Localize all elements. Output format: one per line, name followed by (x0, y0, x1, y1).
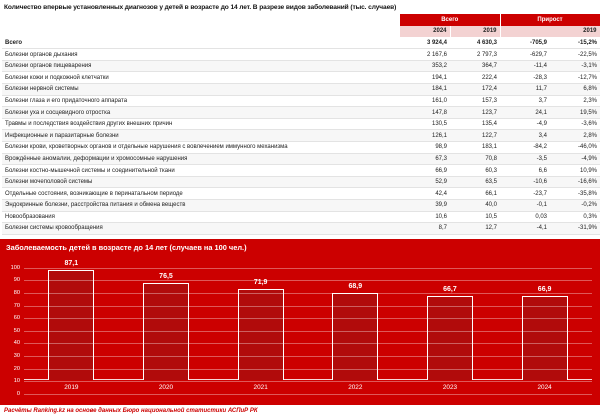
row-delta: 3,4 (500, 130, 550, 142)
row-delta: -3,5 (500, 153, 550, 165)
row-2024: 161,0 (400, 95, 450, 107)
gridline (24, 280, 592, 281)
row-pct: -46,0% (550, 142, 600, 154)
group-header-total: Всего (400, 14, 500, 26)
row-pct: -3,6% (550, 118, 600, 130)
chart-plot-area (10, 254, 592, 397)
table-body (2, 37, 600, 234)
x-axis-tick-label: 2023 (442, 383, 458, 391)
bar-value-label: 76,5 (159, 273, 173, 281)
row-pct: -16,6% (550, 176, 600, 188)
bar-column (403, 254, 497, 380)
row-2019: 2 797,3 (450, 49, 500, 61)
gridline (24, 394, 592, 395)
row-2019: 63,5 (450, 176, 500, 188)
x-axis-tick-label: 2024 (537, 383, 552, 391)
row-label: Болезни нервной системы (2, 84, 400, 96)
row-2024: 130,5 (400, 118, 450, 130)
table-row (2, 107, 600, 119)
row-2024: 66,9 (400, 165, 450, 177)
row-delta: -4,9 (500, 118, 550, 130)
row-2019: 40,0 (450, 200, 500, 212)
row-delta: 6,6 (500, 165, 550, 177)
row-delta: -28,3 (500, 72, 550, 84)
y-axis-tick-label: 40 (13, 340, 20, 347)
row-pct: 2,3% (550, 95, 600, 107)
table-row (2, 60, 600, 72)
row-label: Болезни системы кровообращения (2, 223, 400, 235)
table-row (2, 130, 600, 142)
gridline (24, 318, 592, 319)
row-delta: 24,1 (500, 107, 550, 119)
row-label: Болезни костно-мышечной системы и соединительной ткани (2, 165, 400, 177)
y-axis-tick-label: 0 (16, 390, 20, 397)
row-label: Болезни уха и сосцевидного отростка (2, 107, 400, 119)
x-axis-tick-label: 2021 (253, 383, 268, 391)
row-2019: 60,3 (450, 165, 500, 177)
table-row (2, 142, 600, 154)
row-2024: 147,8 (400, 107, 450, 119)
row-2019: 222,4 (450, 72, 500, 84)
row-pct: -3,1% (550, 60, 600, 72)
row-2024: 52,9 (400, 176, 450, 188)
table-row (2, 72, 600, 84)
bar-value-label: 68,9 (348, 282, 363, 290)
row-pct: -4,9% (550, 153, 600, 165)
sub-header-2024: 2024 (400, 26, 450, 38)
row-2019: 66,1 (450, 188, 500, 200)
row-2024: 10,6 (400, 211, 450, 223)
table-row (2, 165, 600, 177)
table-row (2, 200, 600, 212)
chart-footnote: Расчёты Ranking.kz на основе данных Бюро национальной статистики АСПиР РК (4, 407, 258, 414)
row-2024: 3 924,4 (400, 37, 450, 49)
row-2019: 70,8 (450, 153, 500, 165)
table-row (2, 84, 600, 96)
table-row (2, 153, 600, 165)
row-2019: 135,4 (450, 118, 500, 130)
group-header-growth: Прирост (500, 14, 600, 26)
bar-column (308, 254, 402, 380)
sub-header-2019: 2019 (450, 26, 500, 38)
row-delta: 0,03 (500, 211, 550, 223)
row-pct: 0,3% (550, 211, 600, 223)
gridline (24, 381, 592, 382)
row-label: Врождённые аномалии, деформации и хромосомные нарушения (2, 153, 400, 165)
sub-header-growth-2019: 2019 (500, 26, 600, 38)
row-2024: 184,1 (400, 84, 450, 96)
row-pct: 2,8% (550, 130, 600, 142)
gridline (24, 306, 592, 307)
bars-container (24, 254, 592, 380)
page-title: Количество впервые установленных диагнозов у детей в возрасте до 14 лет. В разрезе видов заболеваний (тыс. случаев) (4, 4, 397, 11)
row-label: Травмы и последствия воздействия других внешних причин (2, 118, 400, 130)
x-axis-tick-label: 2022 (348, 383, 363, 391)
row-label: Отдельные состояния, возникающие в перинатальном периоде (2, 188, 400, 200)
y-axis-tick-label: 60 (13, 315, 20, 322)
x-axis-tick-label: 2019 (64, 383, 79, 391)
row-delta: -84,2 (500, 142, 550, 154)
row-delta: -0,1 (500, 200, 550, 212)
group-header-blank (2, 14, 400, 26)
row-2019: 10,5 (450, 211, 500, 223)
row-pct: -15,2% (550, 37, 600, 49)
y-axis-tick-label: 20 (13, 365, 20, 372)
diagnoses-table (2, 14, 600, 235)
table-row (2, 95, 600, 107)
row-2024: 98,9 (400, 142, 450, 154)
row-pct: 10,9% (550, 165, 600, 177)
row-delta: 11,7 (500, 84, 550, 96)
row-delta: -4,1 (500, 223, 550, 235)
bar-value-label: 66,9 (537, 285, 552, 293)
row-label: Болезни крови, кроветворных органов и отдельные нарушения с вовлечением иммунного механизма (2, 142, 400, 154)
row-label: Болезни органов пищеварения (2, 60, 400, 72)
bar-value-label: 66,7 (443, 285, 457, 293)
row-label: Новообразования (2, 211, 400, 223)
row-2024: 39,9 (400, 200, 450, 212)
x-axis-labels (24, 381, 592, 394)
gridline (24, 343, 592, 344)
row-2024: 67,3 (400, 153, 450, 165)
row-2019: 4 630,3 (450, 37, 500, 49)
gridline (24, 293, 592, 294)
incidence-bar-chart (0, 239, 600, 405)
bar-column (119, 254, 213, 380)
row-label: Болезни органов дыхания (2, 49, 400, 61)
row-label: Болезни кожи и подкожной клетчатки (2, 72, 400, 84)
y-axis-tick-label: 10 (13, 378, 20, 385)
row-2024: 126,1 (400, 130, 450, 142)
bar (48, 270, 94, 380)
y-axis-tick-label: 80 (13, 289, 20, 296)
row-label: Всего (2, 37, 400, 49)
bar-column (497, 254, 591, 380)
row-2019: 123,7 (450, 107, 500, 119)
bar (238, 289, 284, 380)
table-row (2, 49, 600, 61)
row-2019: 157,3 (450, 95, 500, 107)
table-row (2, 223, 600, 235)
bar-column (214, 254, 308, 380)
y-axis-tick-label: 90 (13, 277, 20, 284)
row-2019: 183,1 (450, 142, 500, 154)
table-row (2, 211, 600, 223)
row-delta: -23,7 (500, 188, 550, 200)
y-axis-tick-label: 30 (13, 352, 20, 359)
y-axis-tick-label: 50 (13, 327, 20, 334)
bar-column (24, 254, 118, 380)
table-row (2, 188, 600, 200)
bar (427, 296, 473, 380)
y-axis (6, 254, 22, 397)
table-row (2, 176, 600, 188)
bar (522, 296, 568, 380)
row-delta: -11,4 (500, 60, 550, 72)
row-label: Эндокринные болезни, расстройства питания и обмена веществ (2, 200, 400, 212)
row-pct: -0,2% (550, 200, 600, 212)
row-pct: 19,5% (550, 107, 600, 119)
row-pct: -12,7% (550, 72, 600, 84)
row-2024: 8,7 (400, 223, 450, 235)
gridline (24, 369, 592, 370)
row-delta: 3,7 (500, 95, 550, 107)
row-pct: -22,5% (550, 49, 600, 61)
table-row (2, 118, 600, 130)
row-2019: 364,7 (450, 60, 500, 72)
gridline (24, 331, 592, 332)
row-2019: 12,7 (450, 223, 500, 235)
row-label: Болезни мочеполовой системы (2, 176, 400, 188)
row-pct: -35,8% (550, 188, 600, 200)
bar-value-label: 71,9 (253, 279, 268, 287)
row-2024: 194,1 (400, 72, 450, 84)
row-label: Болезни глаза и его придаточного аппарата (2, 95, 400, 107)
chart-title: Заболеваемость детей в возрасте до 14 лет (случаев на 100 чел.) (6, 242, 247, 252)
row-pct: 6,8% (550, 84, 600, 96)
row-2024: 2 167,6 (400, 49, 450, 61)
row-label: Инфекционные и паразитарные болезни (2, 130, 400, 142)
table-row (2, 37, 600, 49)
bar-value-label: 87,1 (64, 260, 79, 268)
x-axis-tick-label: 2020 (158, 383, 174, 391)
gridline (24, 356, 592, 357)
row-delta: -629,7 (500, 49, 550, 61)
row-delta: -705,9 (500, 37, 550, 49)
table-sub-header-row (2, 26, 600, 38)
row-delta: -10,6 (500, 176, 550, 188)
row-2024: 353,2 (400, 60, 450, 72)
sub-header-blank (2, 26, 400, 38)
row-pct: -31,9% (550, 223, 600, 235)
y-axis-tick-label: 70 (13, 302, 20, 309)
row-2019: 172,4 (450, 84, 500, 96)
table-group-header-row (2, 14, 600, 26)
y-axis-tick-label: 100 (10, 264, 20, 271)
row-2019: 122,7 (450, 130, 500, 142)
gridline (24, 268, 592, 269)
row-2024: 42,4 (400, 188, 450, 200)
